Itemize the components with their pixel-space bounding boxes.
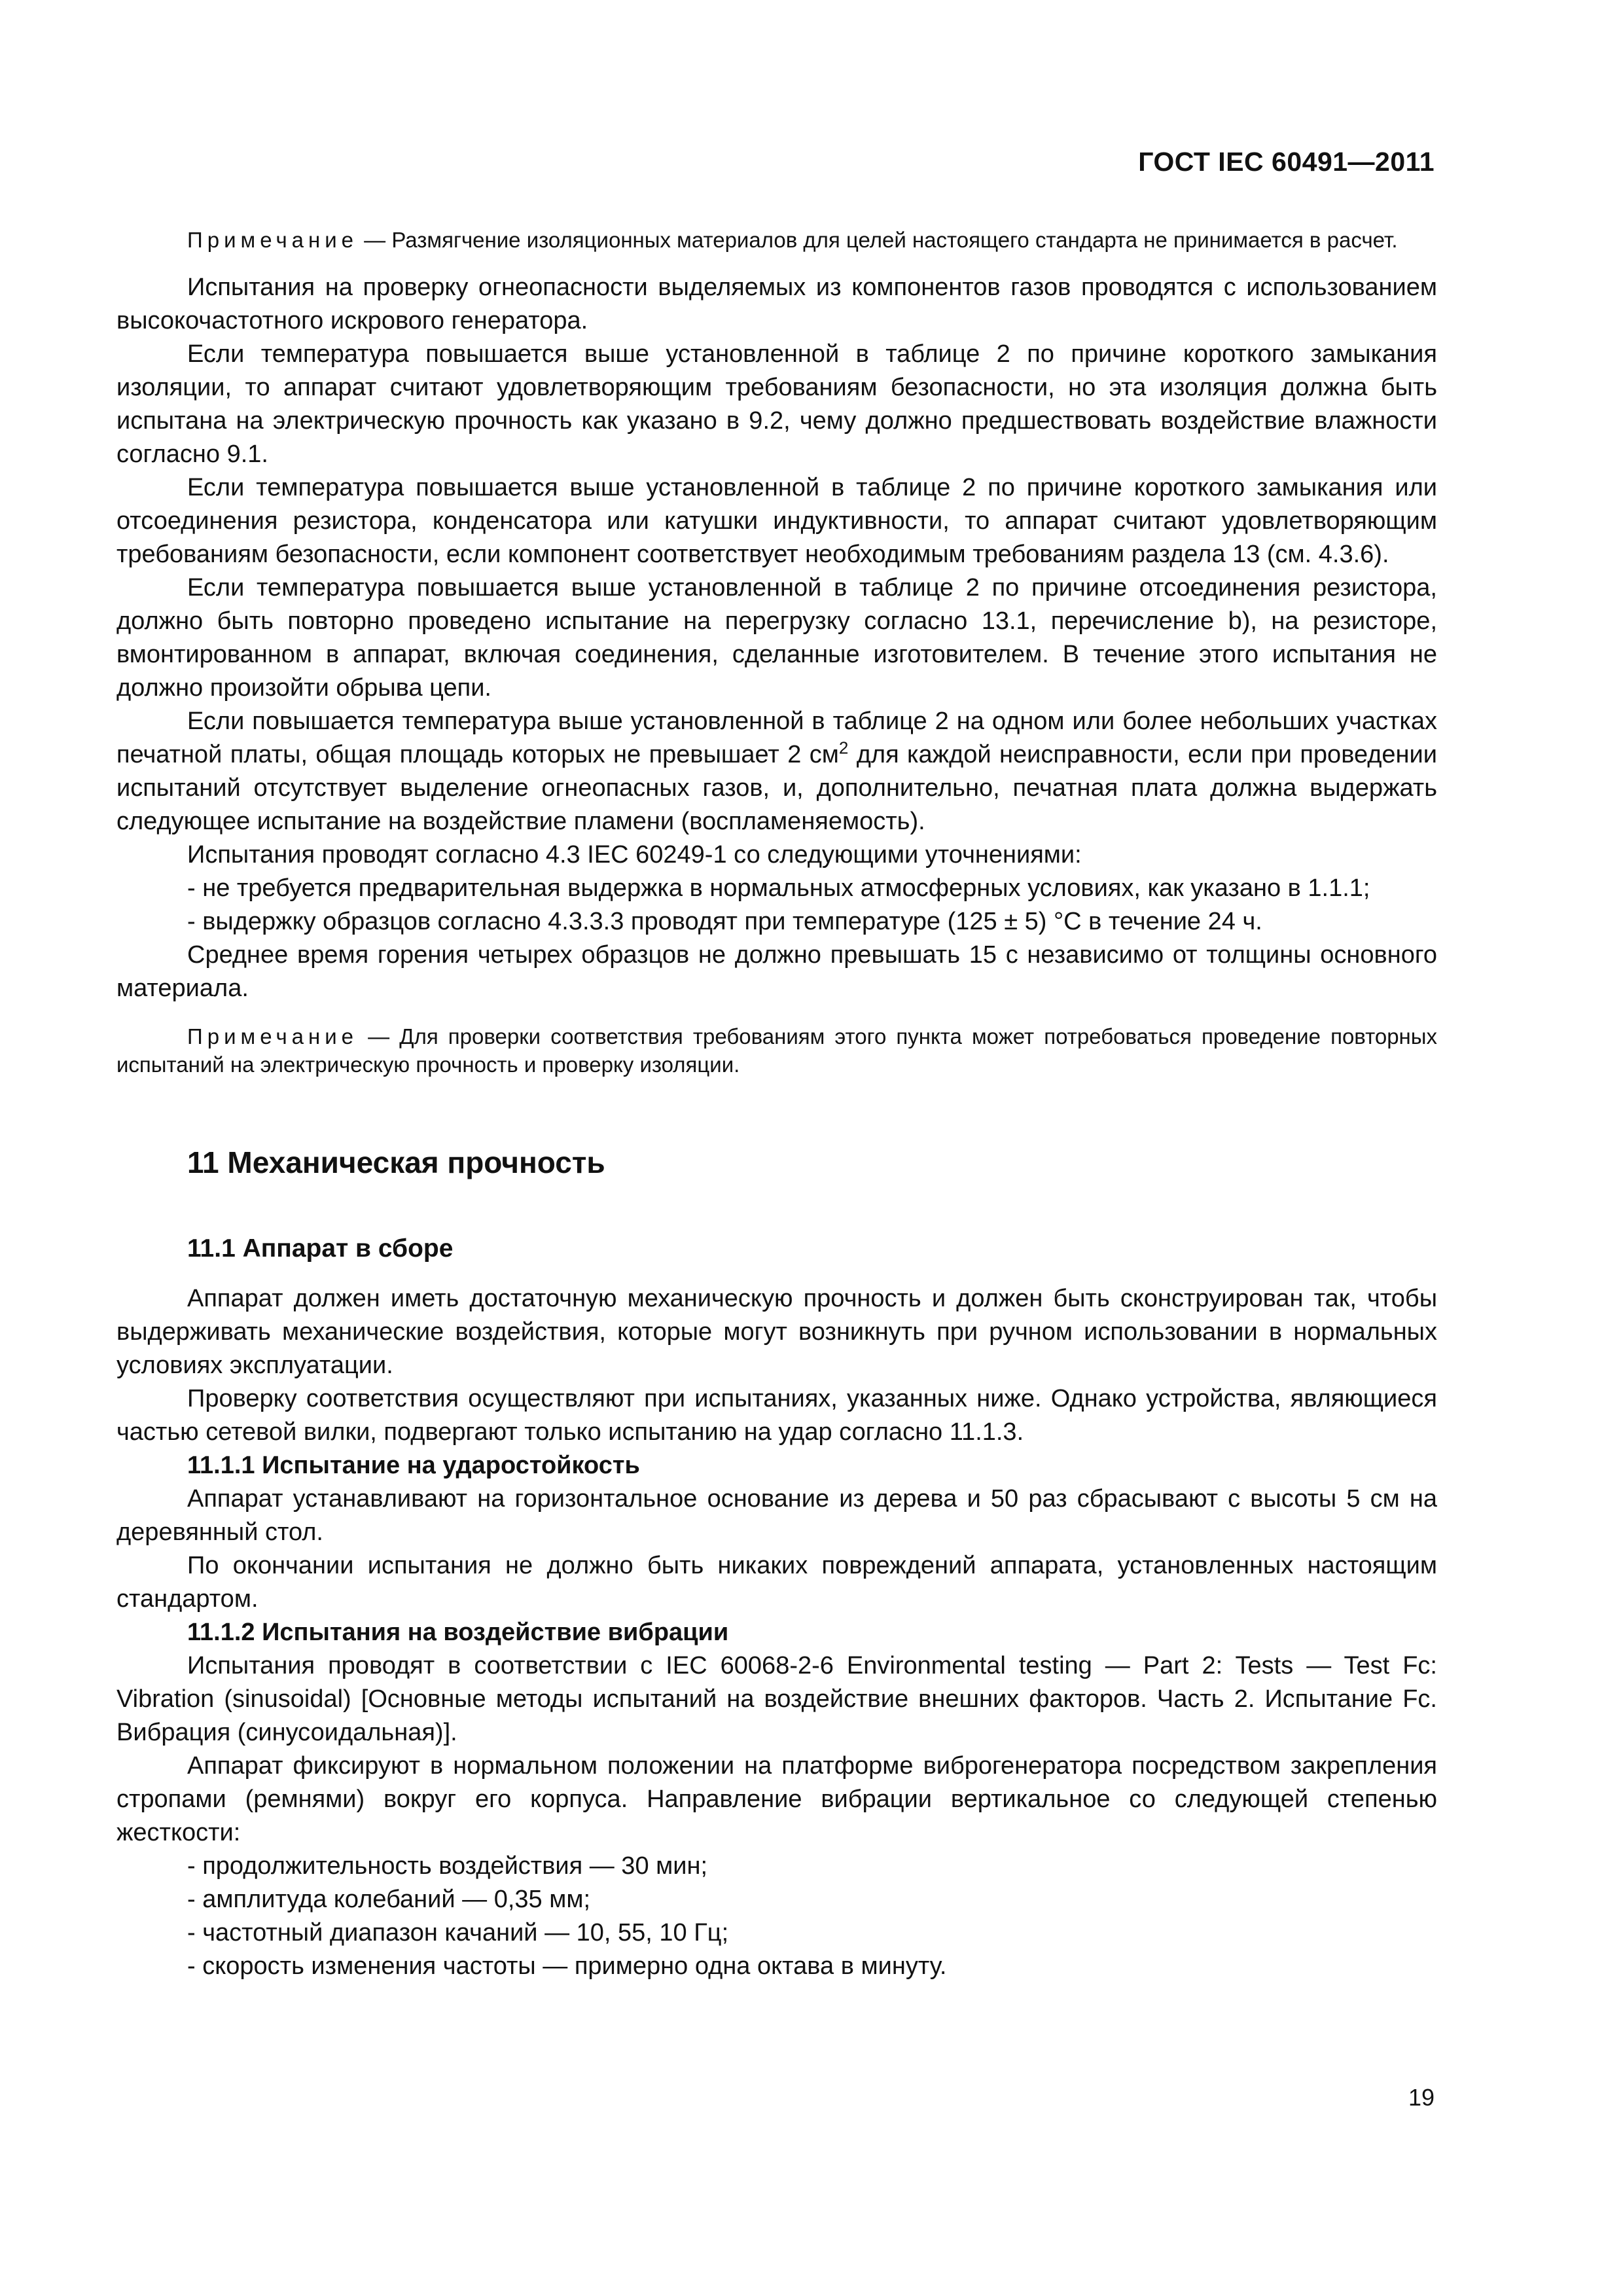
pcb-superscript: 2 xyxy=(838,738,849,758)
paragraph: Среднее время горения четырех образцов не должно превышать 15 с независимо от толщины основного материала. xyxy=(116,941,1437,1002)
paragraph: Если температура повышается выше установленной в таблице 2 по причине короткого замыкания или отсоединения резистора, конденсатора или катушки индуктивности, то аппарат считают удовлетворяющим требованиям безопасности, если компонент соответствует необходимым требованиям раздела 13 (см. 4.3.6). xyxy=(116,474,1437,568)
note-2-text: — Для проверки соответствия требованиям этого пункта может потребоваться проведение повторных испытаний на электрическую прочность и проверку изоляции. xyxy=(116,1024,1437,1077)
dash-item: - не требуется предварительная выдержка в нормальных атмосферных условиях, как указано в 1.1.1; xyxy=(187,874,1370,902)
paragraph: Испытания на проверку огнеопасности выделяемых из компонентов газов проводятся с использованием высокочастотного искрового генератора. xyxy=(116,274,1437,334)
list-item: - амплитуда колебаний — 0,35 мм; xyxy=(187,1886,591,1913)
note-1-text: — Размягчение изоляционных материалов для целей настоящего стандарта не принимается в расчет. xyxy=(358,228,1398,252)
page-content xyxy=(116,226,1437,1983)
list-item: - частотный диапазон качаний — 10, 55, 10 Гц; xyxy=(187,1919,729,1946)
section-heading: 11 Механическая прочность xyxy=(187,1145,605,1179)
note-1 xyxy=(116,226,1437,254)
subsection-heading: 11.1 Аппарат в сборе xyxy=(187,1234,454,1263)
paragraph: Испытания проводят в соответствии с IEC 60068-2-6 Environmental testing — Part 2: Tests — Test Fc: Vibration (sinusoidal) [Основные методы испытаний на воздействие внешних факторов. Часть 2. Испытание Fc. Вибрация (синусоидальная)]. xyxy=(116,1652,1437,1746)
paragraph: Испытания проводят согласно 4.3 IEC 60249-1 со следующими уточнениями: xyxy=(187,841,1082,869)
note-2-label: Примечание xyxy=(187,1024,359,1049)
dash-item: - выдержку образцов согласно 4.3.3.3 проводят при температуре (125 ± 5) °С в течение 24 ч. xyxy=(187,908,1262,935)
paragraph: Аппарат должен иметь достаточную механическую прочность и должен быть сконструирован так, чтобы выдерживать механические воздействия, которые могут возникнуть при ручном использовании в нормальных условиях эксплуатации. xyxy=(116,1285,1437,1379)
pcb-text-after: для каждой неисправности, если при проведении испытаний отсутствует выделение огнеопасных газов, и, дополнительно, печатная плата должна выдержать следующее испытание на воздействие пламени (воспламеняемость). xyxy=(116,741,1437,835)
note-1-label: Примечание xyxy=(187,228,359,252)
document-header: ГОСТ IEC 60491—2011 xyxy=(1138,147,1435,177)
paragraph: Аппарат фиксируют в нормальном положении на платформе виброгенератора посредством закрепления стропами (ремнями) вокруг его корпуса. Направление вибрации вертикальное со следующей степенью жесткости: xyxy=(116,1752,1437,1846)
page-number: 19 xyxy=(1408,2084,1435,2111)
pcb-text-before: Если повышается температура выше установленной в таблице 2 на одном или более небольших участках печатной платы, общая площадь которых не превышает 2 см xyxy=(116,708,1437,768)
paragraph: По окончании испытания не должно быть никаких повреждений аппарата, установленных настоящим стандартом. xyxy=(116,1552,1437,1613)
list-item: - продолжительность воздействия — 30 мин; xyxy=(187,1852,708,1880)
clause-heading-11-1-2: 11.1.2 Испытания на воздействие вибрации xyxy=(187,1619,729,1646)
paragraph: Если температура повышается выше установленной в таблице 2 по причине отсоединения резистора, должно быть повторно проведено испытание на перегрузку согласно 13.1, перечисление b), на резисторе, вмонтированном в аппарат, включая соединения, сделанные изготовителем. В течение этого испытания не должно произойти обрыва цепи. xyxy=(116,574,1437,702)
note-2 xyxy=(116,1022,1437,1079)
paragraph-pcb xyxy=(116,705,1437,838)
clause-heading-11-1-1: 11.1.1 Испытание на ударостойкость xyxy=(187,1452,640,1479)
paragraph: Проверку соответствия осуществляют при испытаниях, указанных ниже. Однако устройства, являющиеся частью сетевой вилки, подвергают только испытанию на удар согласно 11.1.3. xyxy=(116,1385,1437,1446)
paragraph: Если температура повышается выше установленной в таблице 2 по причине короткого замыкания изоляции, то аппарат считают удовлетворяющим требованиям безопасности, но эта изоляция должна быть испытана на электрическую прочность как указано в 9.2, чему должно предшествовать воздействие влажности согласно 9.1. xyxy=(116,340,1437,468)
list-item: - скорость изменения частоты — примерно одна октава в минуту. xyxy=(187,1952,947,1980)
paragraph: Аппарат устанавливают на горизонтальное основание из дерева и 50 раз сбрасывают с высоты 5 см на деревянный стол. xyxy=(116,1485,1437,1546)
